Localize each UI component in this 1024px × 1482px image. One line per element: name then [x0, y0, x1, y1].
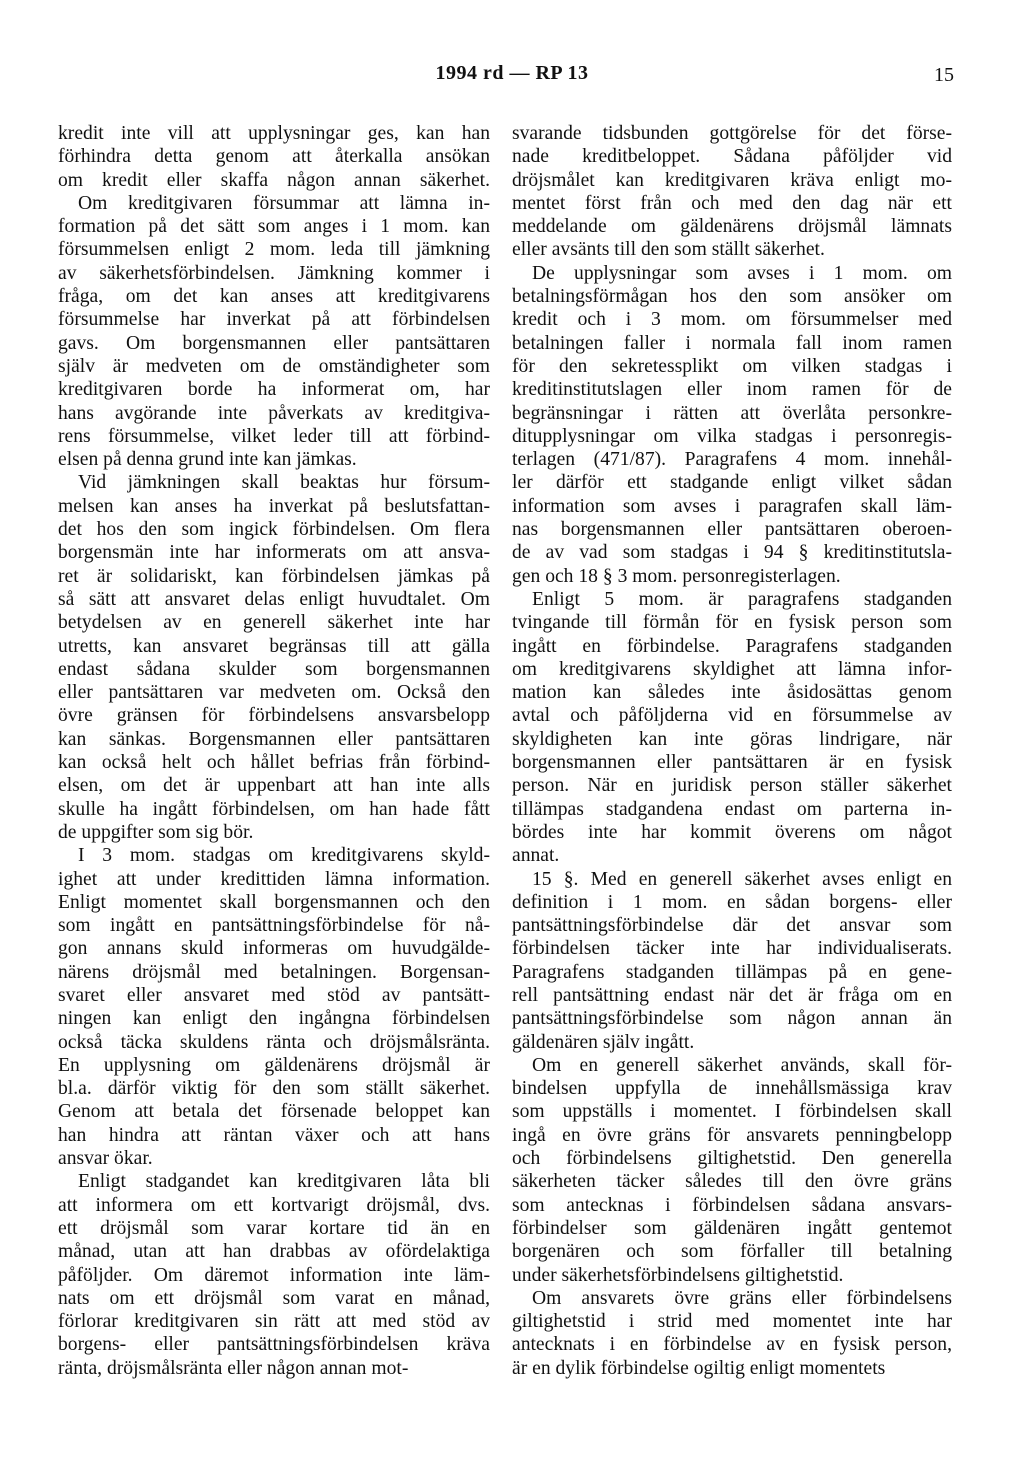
text-line: Om kreditgivaren försummar att lämna in-	[78, 192, 490, 214]
text-line: person. När en juridisk person ställer säkerhet	[512, 775, 952, 797]
text-line: ingå en övre gräns för ansvarets penningbelopp	[512, 1124, 952, 1146]
text-line: avtal och påföljderna vid en försummelse av	[512, 705, 952, 727]
text-line: tillämpas stadgandena endast om parterna in-	[512, 798, 952, 820]
text-line: bindelsen uppfylla de innehållsmässiga krav	[512, 1078, 952, 1100]
text-line: bl.a. därför viktig för den som ställt säkerhet.	[58, 1078, 490, 1100]
text-line: svaret eller ansvaret med stöd av pantsätt-	[58, 984, 490, 1006]
text-line: kan sänkas. Borgensmannen eller pantsättaren	[58, 728, 490, 750]
text-line: ingått en förbindelse. Paragrafens stadganden	[512, 635, 952, 657]
text-line: 15 §. Med en generell säkerhet avses enligt en	[532, 868, 952, 890]
document-title: 1994 rd — RP 13	[435, 62, 589, 84]
page-number: 15	[934, 64, 954, 86]
text-line: också täcka skuldens ränta och dröjsmålsränta.	[58, 1031, 490, 1053]
text-line: Paragrafens stadganden tillämpas på en gene-	[512, 961, 952, 983]
text-line: nats om ett dröjsmål som varat en månad,	[58, 1287, 490, 1309]
text-line: ret är solidariskt, kan förbindelsen jämkas på	[58, 565, 490, 587]
text-line: ningen kan enligt den ingångna förbindelsen	[58, 1008, 490, 1030]
text-line: pantsättningsförbindelse där det ansvar som	[512, 915, 952, 937]
text-line: definition i 1 mom. en sådan borgens- eller	[512, 891, 952, 913]
text-line: eller pantsättaren var medveten om. Också den	[58, 682, 490, 704]
text-line: Genom att betala det försenade beloppet kan	[58, 1101, 490, 1123]
text-line: melsen kan anses ha inverkat på beslutsfattan-	[58, 495, 490, 517]
text-line: förbindelsen täcker inte har individualiserats.	[512, 938, 952, 960]
text-line: rell pantsättning endast när det är fråga om en	[512, 984, 952, 1006]
text-line: för den sekretessplikt om vilken stadgas i	[512, 355, 952, 377]
text-line: fråga, om det kan anses att kreditgivarens	[58, 286, 490, 308]
text-line: och förbindelsens giltighetstid. Den generella	[512, 1148, 952, 1170]
text-line: övre gränsen för förbindelsens ansvarsbelopp	[58, 705, 490, 727]
text-line: ansvar ökar.	[58, 1148, 153, 1170]
text-line: under säkerhetsförbindelsens giltighetstid.	[512, 1264, 844, 1286]
text-line: annat.	[512, 845, 560, 867]
text-line: Enligt momentet skall borgensmannen och den	[58, 891, 490, 913]
text-line: begränsningar i rätten att överlåta personkre-	[512, 402, 952, 424]
text-line: förhindra detta genom att återkalla ansökan	[58, 146, 490, 168]
left-column	[58, 122, 490, 1380]
text-line: hans avgörande inte påverkats av kreditgiva-	[58, 402, 490, 424]
text-line: pantsättningsförbindelse som någon annan än	[512, 1008, 952, 1030]
text-line: nas borgensmannen eller pantsättaren oberoen-	[512, 519, 952, 541]
text-line: eller avsänts till den som ställt säkerhet.	[512, 239, 825, 261]
text-line: endast sådana skulder som borgensmannen	[58, 658, 490, 680]
text-line: gäldenären själv ingått.	[512, 1031, 695, 1053]
text-line: han hindra att räntan växer och att hans	[58, 1124, 490, 1146]
text-line: Om en generell säkerhet används, skall för-	[532, 1054, 952, 1076]
text-line: om kreditgivarens skyldighet att lämna infor-	[512, 658, 952, 680]
text-line: Enligt 5 mom. är paragrafens stadganden	[532, 588, 952, 610]
text-line: elsen på denna grund inte kan jämkas.	[58, 449, 357, 471]
text-line: utretts, kan ansvaret begränsas till att gälla	[58, 635, 490, 657]
text-line: borgensmän inte har informerats om att ansva-	[58, 542, 490, 564]
text-line: kreditinstitutslagen eller inom ramen för de	[512, 379, 952, 401]
text-line: dröjsmålet kan kreditgivaren kräva enligt mo-	[512, 169, 952, 191]
text-line: information som avses i paragrafen skall läm-	[512, 495, 952, 517]
text-line: skulle ha ingått förbindelsen, om han hade fått	[58, 798, 490, 820]
text-line: de uppgifter som sig bör.	[58, 821, 254, 843]
text-line: försummelsen enligt 2 mom. leda till jämkning	[58, 239, 490, 261]
text-line: förlorar kreditgivaren sin rätt att med stöd av	[58, 1311, 490, 1333]
text-line: borgenären och som förfaller till betalning	[512, 1241, 952, 1263]
text-line: försummelse har inverkat på att förbindelsen	[58, 309, 490, 331]
text-line: förbindelser som gäldenären ingått gentemot	[512, 1217, 952, 1239]
text-line: I 3 mom. stadgas om kreditgivarens skyld-	[78, 845, 490, 867]
text-line: månad, utan att han drabbas av ofördelaktiga	[58, 1241, 490, 1263]
text-line: elsen, om det är uppenbart att han inte alls	[58, 775, 490, 797]
text-line: gavs. Om borgensmannen eller pantsättaren	[58, 332, 490, 354]
text-line: ett dröjsmål som varar kortare tid än en	[58, 1217, 490, 1239]
text-line: själv är medveten om de omständigheter som	[58, 355, 490, 377]
text-line: giltighetstid i strid med momentet inte har	[512, 1311, 952, 1333]
text-line: Enligt stadgandet kan kreditgivaren låta bli	[78, 1171, 490, 1193]
text-line: som antecknas i förbindelsen sådana ansvars-	[512, 1194, 952, 1216]
text-line: meddelande om gäldenärens dröjsmål lämnats	[512, 216, 952, 238]
text-line: ränta, dröjsmålsränta eller någon annan mot-	[58, 1357, 409, 1379]
text-line: tvingande till förmån för en fysisk person som	[512, 612, 952, 634]
text-line: nade kreditbeloppet. Sådana påföljder vid	[512, 146, 952, 168]
text-line: borgensmannen eller pantsättaren är en fysisk	[512, 752, 952, 774]
right-column	[512, 122, 952, 1380]
text-line: betydelsen av en generell säkerhet inte har	[58, 612, 490, 634]
text-line: ighet att under kredittiden lämna information.	[58, 868, 490, 890]
text-line: om kredit eller skaffa någon annan säkerhet.	[58, 169, 490, 191]
text-line: kan också helt och hållet befrias från förbind-	[58, 752, 490, 774]
text-line: de av vad som stadgas i 94 § kreditinstitutsla-	[512, 542, 952, 564]
text-line: En upplysning om gäldenärens dröjsmål är	[58, 1054, 490, 1076]
text-line: De upplysningar som avses i 1 mom. om	[532, 262, 952, 284]
text-line: som uppställs i momentet. I förbindelsen skall	[512, 1101, 952, 1123]
text-line: betalningsförmågan hos den som ansöker om	[512, 286, 952, 308]
text-line: svarande tidsbunden gottgörelse för det förse-	[512, 123, 952, 144]
text-line: säkerheten täcker således till den övre gräns	[512, 1171, 952, 1193]
text-line: gen och 18 § 3 mom. personregisterlagen.	[512, 565, 841, 587]
text-line: mation kan således inte åsidosättas genom	[512, 682, 952, 704]
text-line: ler därför ett stadgande enligt vilket sådan	[512, 472, 952, 494]
text-line: som ingått en pantsättningsförbindelse för nå-	[58, 915, 490, 937]
text-line: mentet först från och med den dag när ett	[512, 192, 952, 214]
text-line: så sätt att ansvaret delas enligt huvudtalet. Om	[58, 588, 490, 610]
text-line: närens dröjsmål med betalningen. Borgensan-	[58, 961, 490, 983]
text-line: borgens- eller pantsättningsförbindelsen kräva	[58, 1334, 490, 1356]
text-line: av säkerhetsförbindelsen. Jämkning kommer i	[58, 262, 490, 284]
text-line: skyldigheten kan inte göras lindrigare, när	[512, 728, 952, 750]
text-line: antecknats i en förbindelse av en fysisk person,	[512, 1334, 952, 1356]
text-line: att informera om ett kortvarigt dröjsmål, dvs.	[58, 1194, 490, 1216]
text-line: är en dylik förbindelse ogiltig enligt momentets	[512, 1357, 886, 1379]
text-line: påföljder. Om däremot information inte läm-	[58, 1264, 490, 1286]
text-line: terlagen (471/87). Paragrafens 4 mom. innehål-	[512, 449, 952, 471]
text-line: betalningen faller i normala fall inom ramen	[512, 332, 952, 354]
text-line: rens försummelse, vilket leder till att förbind-	[58, 425, 490, 447]
text-line: ditupplysningar om vilka stadgas i personregis-	[512, 425, 952, 447]
text-line: bördes inte har kommit överens om något	[512, 821, 952, 843]
text-line: formation på det sätt som anges i 1 mom. kan	[58, 216, 490, 238]
text-line: det hos den som ingick förbindelsen. Om flera	[58, 519, 490, 541]
text-line: Om ansvarets övre gräns eller förbindelsens	[532, 1287, 952, 1309]
text-line: kredit och i 3 mom. om försummelser med	[512, 309, 952, 331]
text-line: kreditgivaren borde ha informerat om, har	[58, 379, 490, 401]
text-line: gon annans skuld informeras om huvudgälde-	[58, 938, 490, 960]
text-line: kredit inte vill att upplysningar ges, kan han	[58, 123, 490, 144]
page-header	[0, 62, 1024, 92]
text-line: Vid jämkningen skall beaktas hur försum-	[78, 472, 490, 494]
